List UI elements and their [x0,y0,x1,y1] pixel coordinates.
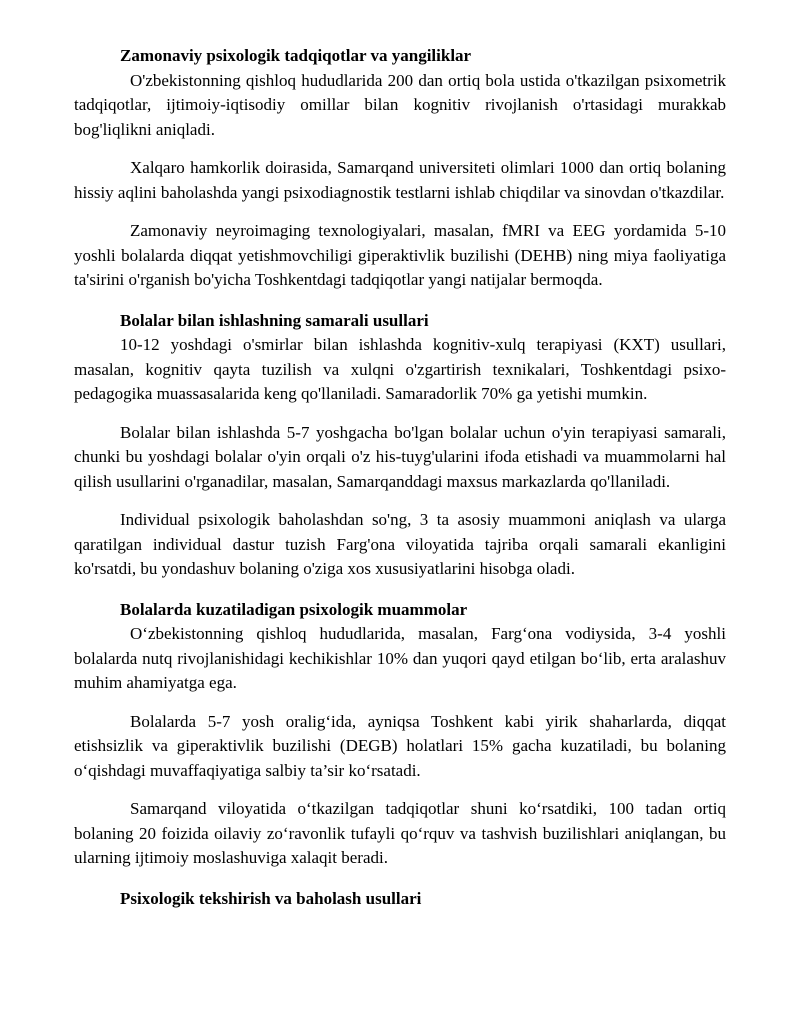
paragraph: Samarqand viloyatida o‘tkazilgan tadqiqotlar shuni ko‘rsatdiki, 100 tadan ortiq bolaning 20 foizida oilaviy zo‘ravonlik tufayli qo‘rquv va tashvish buzilishlari aniqlangan, bu ularning ijtimoiy moslashuviga xalaqit beradi. [74,799,726,867]
section-heading: Psixologik tekshirish va baholash usullari [120,888,422,908]
document-page [74,44,726,911]
paragraph: O'zbekistonning qishloq hududlarida 200 dan ortiq bola ustida o'tkazilgan psixometrik tadqiqotlar, ijtimoiy-iqtisodiy omillar bilan kognitiv rivojlanish o'rtasidagi murakkab bog'liqlikni aniqladi. [74,70,726,139]
section-heading: Bolalarda kuzatiladigan psixologik muammolar [120,599,468,619]
section-effective-methods [74,309,726,582]
paragraph: Bolalarda 5-7 yosh oralig‘ida, ayniqsa Toshkent kabi yirik shaharlarda, diqqat etishsizlik va giperaktivlik buzilishi (DEGB) holatlari 15% gacha kuzatiladi, bu bolaning o‘qishdagi muvaffaqiyatiga salbiy ta’sir ko‘rsatadi. [74,711,726,780]
section-heading: Zamonaviy psixologik tadqiqotlar va yangiliklar [120,46,472,65]
paragraph: 10-12 yoshdagi o'smirlar bilan ishlashda kognitiv-xulq terapiyasi (KXT) usullari, masalan, kognitiv qayta tuzilish va xulqni o'zgartirish texnikalari, Toshkentdagi psixo-pedagogika muassasalarida keng qo'llaniladi. Samaradorlik 70% ga yetishi mumkin. [74,335,726,403]
section-heading: Bolalar bilan ishlashning samarali usullari [120,310,429,330]
section-observed-problems [74,598,726,871]
paragraph: Xalqaro hamkorlik doirasida, Samarqand universiteti olimlari 1000 dan ortiq bolaning hissiy aqlini baholashda yangi psixodiagnostik testlarni ishlab chiqdilar va sinovdan o'tkazdilar. [74,158,726,202]
paragraph: Individual psixologik baholashdan so'ng, 3 ta asosiy muammoni aniqlash va ularga qaratilgan individual dastur tuzish Farg'ona viloyatida tajriba orqali samarali ekanligini ko'rsatdi, bu yondashuv bolaning o'ziga xos xususiyatlarini hisobga oladi. [74,510,726,578]
paragraph: Bolalar bilan ishlashda 5-7 yoshgacha bo'lgan bolalar uchun o'yin terapiyasi samarali, chunki bu yoshdagi bolalar o'yin orqali o'z his-tuyg'ularini ifoda etishadi va muammolarni hal qilish usullarini o'rganadilar, masalan, Samarqanddagi maxsus markazlarda qo'llaniladi. [74,422,726,491]
section-modern-research [74,44,726,293]
paragraph: Zamonaviy neyroimaging texnologiyalari, masalan, fMRI va EEG yordamida 5-10 yoshli bolalarda diqqat yetishmovchiligi giperaktivlik buzilishi (DEHB) ning miya faoliyatiga ta'sirini o'rganish bo'yicha Toshkentdagi tadqiqotlar yangi natijalar bermoqda. [74,221,726,289]
section-assessment-methods [74,887,726,912]
paragraph: O‘zbekistonning qishloq hududlarida, masalan, Farg‘ona vodiysida, 3-4 yoshli bolalarda nutq rivojlanishidagi kechikishlar 10% dan yuqori qayd etilgan bo‘lib, erta aralashuv muhim ahamiyatga ega. [74,624,726,692]
